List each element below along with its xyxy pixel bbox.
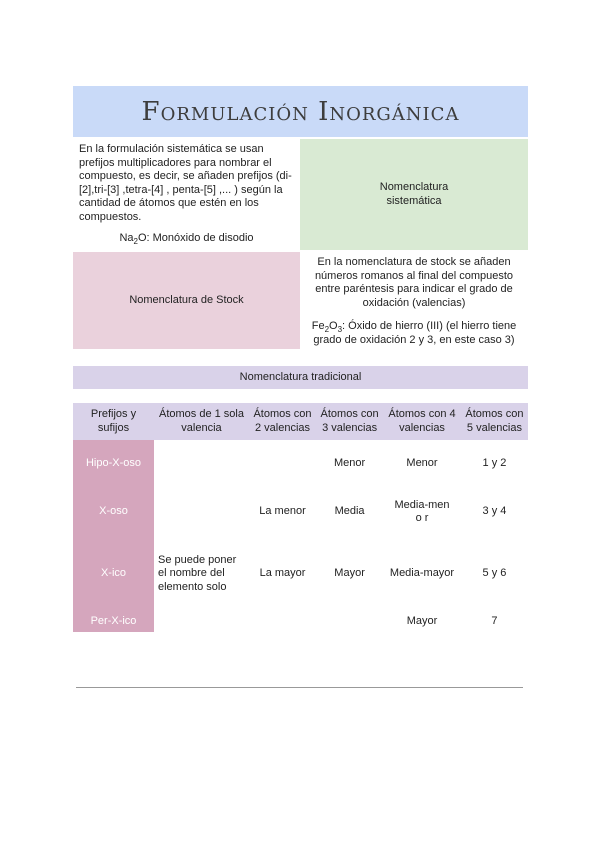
column-header: Átomos de 1 sola valencia [154,403,249,440]
table-row [73,488,528,536]
valences-table [73,403,528,632]
five-valence-cell: 5 y 6 [482,567,507,580]
table-row [73,536,528,612]
systematic-example [73,232,300,246]
systematic-label: Nomenclatura sistemática [379,181,449,207]
five-valence-cell: 3 y 4 [482,505,507,518]
example-formula-part: Na [119,231,134,244]
four-valence-cell: Menor [406,457,438,470]
stock-example-subscript: 2 [324,325,330,335]
stock-label: Nomenclatura de Stock [129,293,244,306]
five-valence-cell: 1 y 2 [482,457,507,470]
four-valence-cell: Media-mayor [389,567,455,580]
systematic-label-cell [300,139,528,250]
example-formula-subscript: 2 [133,236,138,246]
page-title: Formulación Inorgánica [141,96,460,127]
two-valence-cell: La menor [259,505,306,518]
table-row [73,612,528,632]
table-row [73,440,528,488]
suffix-cell: Per-X-ico [73,612,154,632]
table-header-row [73,403,528,440]
one-valence-cell [154,488,249,536]
suffix-cell: Hipo-X-oso [73,440,154,488]
column-header: Prefijos y sufijos [73,403,154,440]
suffix-cell: X-oso [73,488,154,536]
suffix-cell: X-ico [73,536,154,612]
one-valence-cell [154,612,249,632]
traditional-header [73,366,528,389]
column-header: Átomos con 3 valencias [316,403,383,440]
three-valence-cell: Media [334,505,365,518]
column-header: Átomos con 2 valencias [249,403,316,440]
stock-description-cell [300,252,528,349]
three-valence-cell: Menor [333,457,366,470]
one-valence-note: Se puede poner el nombre del elemento solo [158,553,237,593]
stock-example [306,320,522,347]
stock-description: En la nomenclatura de stock se añaden números romanos al final del compuesto entre paréntesis para indicar el grado de oxidación (valencias) [314,256,514,309]
two-valence-cell [249,440,316,488]
stock-example-part: : Óxido de hierro (III) (el hierro tiene grado de oxidación 2 y 3, en este caso 3) [313,320,517,346]
five-valence-cell: 7 [491,615,498,628]
stock-example-part: O [329,320,338,332]
title-banner [73,86,528,137]
one-valence-cell [154,440,249,488]
stock-label-cell [73,252,300,349]
three-valence-cell: Mayor [334,567,365,580]
four-valence-text: Media-meno r [394,498,450,524]
four-valence-cell [383,488,461,536]
three-valence-cell [316,612,383,632]
stock-example-subscript: 3 [337,325,343,335]
systematic-description: En la formulación sistemática se usan prefijos multiplicadores para nombrar el compuesto, es decir, se añaden prefijos (di-[2],tri-[3] ,tetra-[4] , penta-[5] ,... ) según la cantidad de átomos que estén en los compuestos. [79,143,292,223]
example-formula-part: O: Monóxido de disodio [137,231,254,244]
stock-example-part: Fe [311,320,325,332]
column-header: Átomos con 4 valencias [383,403,461,440]
systematic-description-cell [73,139,300,250]
column-header: Átomos con 5 valencias [461,403,528,440]
traditional-header-label: Nomenclatura tradicional [239,370,362,383]
two-valence-cell [249,612,316,632]
divider-line [76,687,523,688]
four-valence-cell: Mayor [406,615,438,628]
two-valence-cell: La mayor [259,567,306,580]
